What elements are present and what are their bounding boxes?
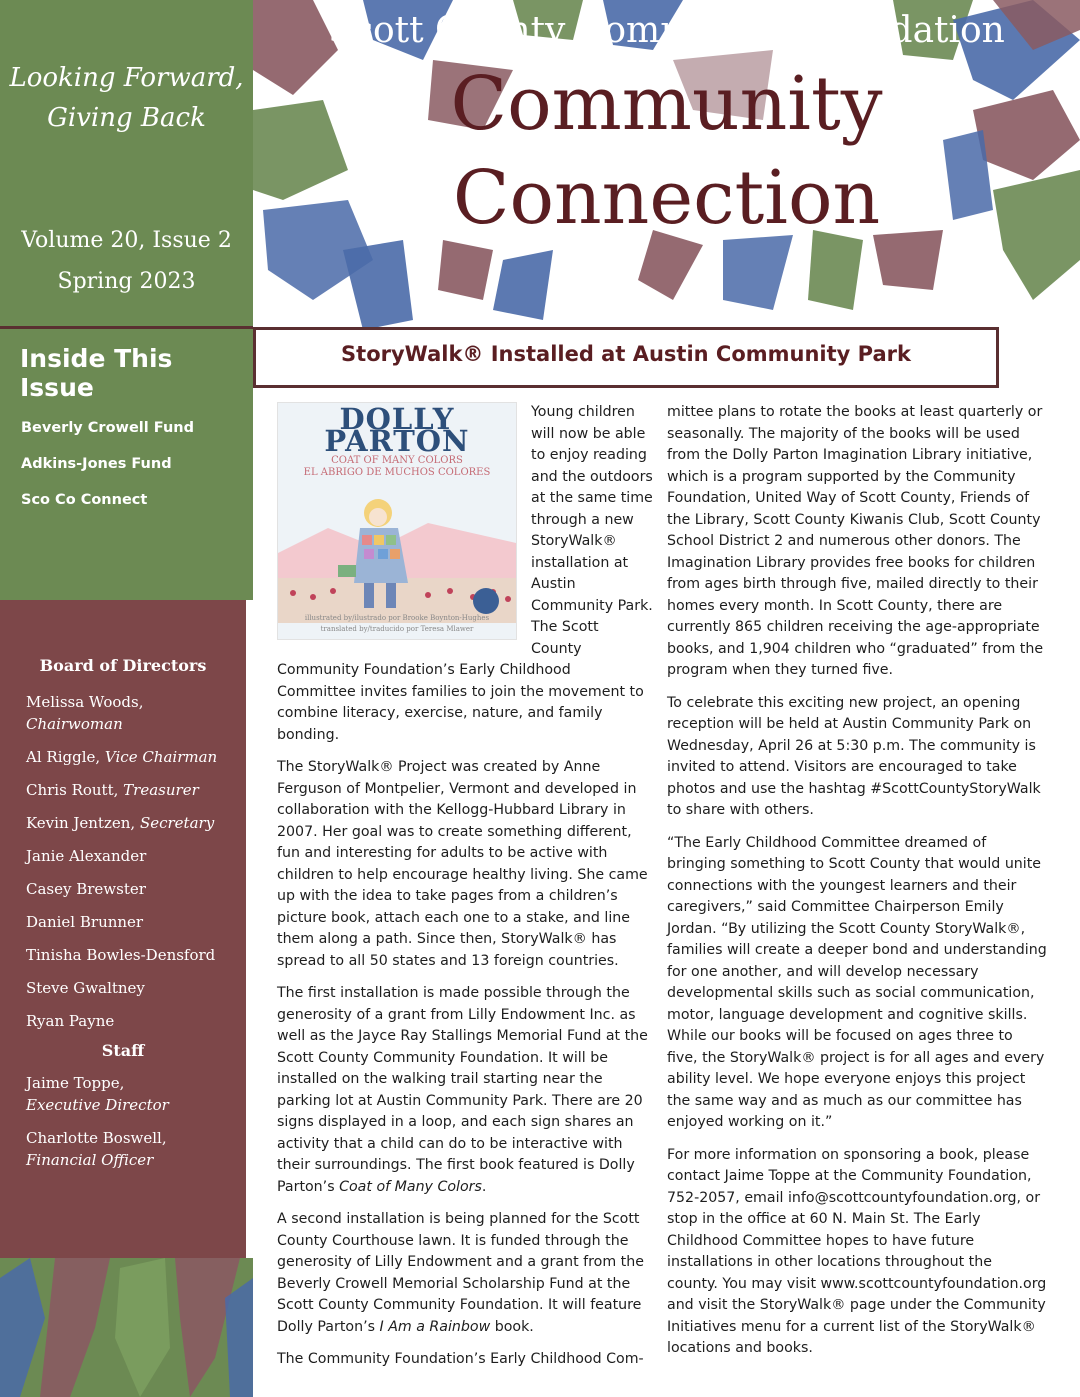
staff-member-name: Jaime Toppe, [26, 1074, 125, 1092]
tagline-line-1: Looking Forward, [9, 63, 244, 93]
article-paragraph: The StoryWalk® Project was created by Anne Ferguson of Montpelier, Vermont and developed in collaboration with the Kellogg-Hubbard Library in 2007. Her goal was to create something different, fun and interesting for adults to be active with children to help encourage healthy living. She came up with the idea to take pages from a children’s picture book, attach each one to a stake, and line them along a path. Since then, StoryWalk® has spread to all 50 states and 13 foreign countries. [277, 759, 648, 969]
staff-member [0, 1072, 246, 1116]
board-member: Daniel Brunner [26, 913, 144, 931]
sidebar-footer-decoration [0, 1258, 253, 1397]
board-of-directors-panel [0, 600, 246, 1258]
inside-item-adkins-jones-fund[interactable]: Adkins-Jones Fund [21, 456, 172, 472]
board-member-name: Chris Routt, [26, 781, 119, 799]
book-cover-translator: translated by/traducido por Teresa Mlawer [320, 625, 474, 633]
inside-this-issue-list [21, 410, 246, 518]
board-member-role: Secretary [139, 814, 215, 832]
article-headline: StoryWalk® Installed at Austin Community Park [341, 342, 911, 366]
staff-member-role: Financial Officer [26, 1151, 154, 1169]
leaf-pattern-bottom [0, 1258, 253, 1397]
book-cover-subtitle-en: COAT OF MANY COLORS [331, 455, 463, 466]
article-paragraph: A second installation is being planned for the Scott County Courthouse lawn. It is funded through the generosity of Lilly Endowment and a grant from the Beverly Crowell Memorial Scholarship Fund at the Scott County Community Foundation. It will feature Dolly Parton’s I Am a Rainbow book. [277, 1211, 644, 1335]
article-paragraph: “The Early Childhood Committee dreamed of bringing something to Scott County that would unite connections with the youngest learners and their caregivers,” said Committee Chairperson Emily Jordan. “By utilizing the Scott County StoryWalk®, families will create a deeper bond and understanding for one another, and will develop necessary developmental skills such as social communication, motor, language development and cognitive skills. While our books will be focused on ages three to five, the StoryWalk® project is for all ages and every ability level. We hope everyone enjoys this project the same way and as much as our committee has enjoyed working on it.” [667, 834, 1047, 1130]
book-cover-illustrator: illustrated by/ilustrado por Brooke Boynton-Hughes [304, 614, 490, 622]
article-paragraph: To celebrate this exciting new project, an opening reception will be held at Austin Community Park on Wednesday, April 26 at 5:30 p.m. The community is invited to attend. Visitors are encouraged to take photos and use the hashtag #ScottCountyStoryWalk to share with others. [667, 694, 1041, 818]
board-member-role: Treasurer [123, 781, 199, 799]
inside-item-beverly-crowell-fund[interactable]: Beverly Crowell Fund [21, 420, 194, 436]
board-member [0, 691, 246, 735]
staff-member-role: Executive Director [26, 1096, 169, 1114]
board-member-name: Melissa Woods, [26, 693, 144, 711]
staff-heading: Staff [101, 1041, 145, 1060]
article-column-1 [277, 402, 653, 1382]
inside-item-sco-co-connect[interactable]: Sco Co Connect [21, 492, 148, 508]
board-member-role: Chairwoman [26, 715, 123, 733]
article-column-2 [667, 402, 1047, 1371]
volume-issue: Volume 20, Issue 2 [21, 228, 232, 253]
staff-member-name: Charlotte Boswell, [26, 1129, 167, 1147]
board-member [0, 812, 246, 834]
staff-member [0, 1127, 246, 1171]
board-member: Casey Brewster [26, 880, 146, 898]
board-member-name: Al Riggle, [26, 748, 101, 766]
board-member: Steve Gwaltney [26, 979, 145, 997]
book-title: I Am a Rainbow [379, 1318, 491, 1335]
board-member [0, 746, 246, 768]
book-cover-image [277, 402, 517, 640]
book-title: Coat of Many Colors [339, 1178, 482, 1195]
article-paragraph: The first installation is made possible through the generosity of a grant from Lilly Endowment Inc. as well as the Jayce Ray Stallings Memorial Fund at the Scott County Community Foundation. It will be installed on the walking trail starting near the parking lot at Austin Community Park. There are 20 signs displayed in a loop, and each sign shares an activity that a child can do to be interactive with their surroundings. The first book featured is Dolly Parton’s Coat of Many Colors. [277, 985, 648, 1195]
newsletter-title-line-1: Community [450, 61, 883, 147]
tagline [0, 58, 253, 138]
newsletter-title-line-2: Connection [452, 155, 881, 241]
book-cover-title: DOLLY PARTON [324, 402, 470, 458]
article-paragraph: The Community Foundation’s Early Childhood Com- [277, 1351, 644, 1367]
board-member-role: Vice Chairman [104, 748, 218, 766]
season: Spring 2023 [57, 269, 196, 294]
issue-info [0, 220, 253, 302]
article-paragraph: mittee plans to rotate the books at least quarterly or seasonally. The majority of the books will be used from the Dolly Parton Imagination Library initiative, which is a program supported by the Community Foundation, United Way of Scott County, Friends of the Library, Scott County Kiwanis Club, Scott County School District 2 and numerous other donors. The Imagination Library provides free books for children from ages birth through five, mailed directly to their homes every month. In Scott County, there are currently 865 children receiving the age-appropriate books, and 1,904 children who “graduated” from the program when they turned five. [667, 404, 1044, 678]
book-cover-credits [278, 613, 516, 635]
book-cover-subtitle-es: EL ABRIGO DE MUCHOS COLORES [303, 467, 491, 478]
article-paragraph: For more information on sponsoring a book, please contact Jaime Toppe at the Community Foundation, 752-2057, email info@scottcountyfoundation.org, or stop in the office at 60 N. Main St. The Early Childhood Committee hopes to have future installations in other locations throughout the county. You may visit www.scottcountyfoundation.org and visit the StoryWalk® page under the Community Initiatives menu for a current list of the StoryWalk® locations and books. [667, 1146, 1047, 1356]
board-member [0, 779, 246, 801]
book-cover-illustration [278, 473, 516, 623]
article-paragraph: Young children will now be able to enjoy reading and the outdoors at the same time through a new StoryWalk® installation at Austin Community Park. The Scott County Community Foundation’s Early Childhood Committee invites families to join the movement to combine literacy, exercise, nature, and family bonding. [277, 404, 653, 743]
tagline-line-2: Giving Back [47, 103, 206, 133]
board-member-name: Kevin Jentzen, [26, 814, 136, 832]
foundation-name: Scott County Community Foundation [328, 10, 1005, 51]
board-member: Tinisha Bowles-Densford [26, 946, 216, 964]
board-heading: Board of Directors [39, 656, 207, 675]
inside-this-issue-title: Inside This Issue [0, 326, 253, 390]
board-member: Janie Alexander [26, 847, 147, 865]
board-member: Ryan Payne [26, 1012, 115, 1030]
